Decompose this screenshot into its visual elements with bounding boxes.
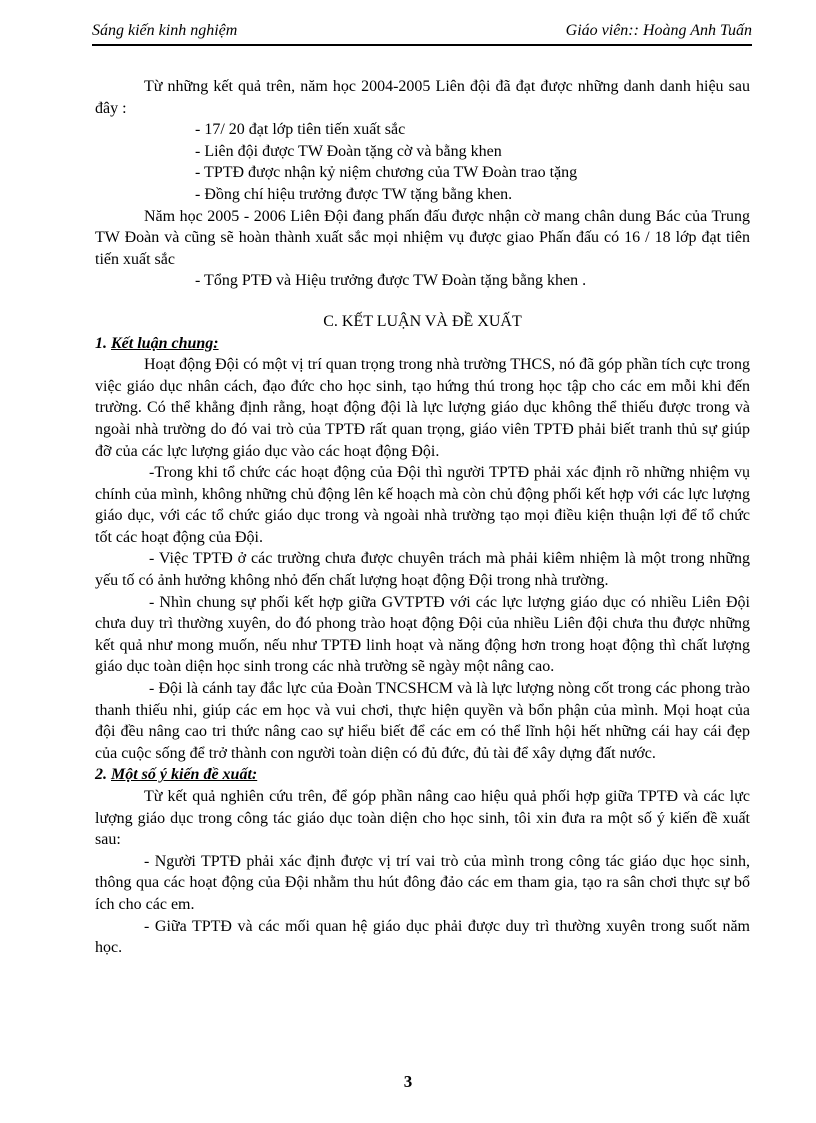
conclusion-paragraph: -Trong khi tổ chức các hoạt động của Đội thì người TPTĐ phải xác định rõ những nhiệm vụ chính của mình, không những chủ động lên kế hoạch mà còn chủ động phối kết hợp với các lực lượng giáo dục, với các tổ chức giáo dục trong và ngoài nhà trường tạo mọi điều kiện thuận lợi để tổ chức tốt các hoạt động của Đội. (95, 464, 750, 546)
page-header (92, 20, 752, 46)
heading-number: 1. (95, 334, 111, 352)
proposal-paragraph: - Người TPTĐ phải xác định được vị trí vai trò của mình trong công tác giáo dục học sinh, thông qua các hoạt động của Đội nhằm thu hút đông đảo các em tham gia, tạo ra sân chơi thực sự bổ ích cho các em. (95, 852, 750, 913)
conclusion-paragraph: - Việc TPTĐ ở các trường chưa được chuyên trách mà phải kiêm nhiệm là một trong những yếu tố có ảnh hưởng không nhỏ đến chất lượng hoạt động Đội trong nhà trường. (95, 550, 750, 590)
section-title: C. KẾT LUẬN VÀ ĐỀ XUẤT (323, 312, 522, 330)
goal-paragraph: Năm học 2005 - 2006 Liên Đội đang phấn đấu được nhận cờ mang chân dung Bác của Trung TW Đoàn và cũng sẽ hoàn thành xuất sắc mọi nhiệm vụ được giao Phấn đấu có 16 / 18 lớp đạt tiên tiến xuất sắc (95, 207, 750, 268)
conclusion-paragraph: - Đội là cánh tay đắc lực của Đoàn TNCSHCM và là lực lượng nòng cốt trong các phong trào thanh thiếu nhi, giúp các em học và vui chơi, thực hiện quyền và bổn phận của mình. Mọi hoạt của đội đều nâng cao tri thức nâng cao sự hiểu biết để các em có thể lĩnh hội hết những cái hay cái đẹp của cuộc sống để trở thành con người toàn diện có đủ đức, đủ tài để xây dựng đất nước. (95, 680, 750, 762)
heading-number: 2. (95, 766, 111, 784)
intro-paragraph: Từ những kết quả trên, năm học 2004-2005 Liên đội đã đạt được những danh danh hiệu sau đây : (95, 78, 750, 117)
achievement-item: - Đồng chí hiệu trưởng được TW tặng bằng khen. (195, 185, 513, 203)
page-number: 3 (403, 1072, 413, 1091)
heading-text: Kết luận chung: (111, 334, 219, 352)
header-author: Giáo viên:: Hoàng Anh Tuấn (565, 22, 752, 39)
conclusion-paragraph: - Nhìn chung sự phối kết hợp giữa GVTPTĐ với các lực lượng giáo dục có nhiều Liên Đội chưa duy trì thường xuyên, do đó phong trào hoạt động Đội của nhiều Liên đội chưa thu được những kết quả như mong muốn, nếu như TPTĐ linh hoạt và năng động hơn trong hoạt động thì chất lượng giáo dục toàn diện học sinh trong các nhà trường sẽ ngày một nâng cao. (95, 593, 750, 676)
page-body (95, 76, 750, 959)
heading-text: Một số ý kiến đề xuất: (111, 766, 258, 784)
conclusion-heading (95, 333, 750, 355)
conclusion-paragraph: Hoạt động Đội có một vị trí quan trọng trong nhà trường THCS, nó đã góp phần tích cực trong việc giáo dục nhân cách, đạo đức cho học sinh, tạo hứng thú trong học tập cho các em mỗi khi đến trường. Có thể khẳng định rằng, hoạt động đội là lực lượng giáo dục không thể thiếu được trong và ngoài nhà trường do đó vai trò của TPTĐ rất quan trọng, giáo viên TPTĐ phải biết tranh thủ sự giúp đỡ của các lực lượng giáo dục vào các hoạt động Đội. (95, 356, 750, 460)
achievement-item: - 17/ 20 đạt lớp tiên tiến xuất sắc (195, 121, 406, 139)
proposal-paragraph: Từ kết quả nghiên cứu trên, để góp phần nâng cao hiệu quả phối hợp giữa TPTĐ và các lực lượng giáo dục trong công tác giáo dục toàn diện cho học sinh, tôi xin đưa ra một số ý kiến đề xuất sau: (95, 788, 750, 849)
achievement-item: - Liên đội được TW Đoàn tặng cờ và bằng khen (195, 142, 502, 160)
goal-item: - Tổng PTĐ và Hiệu trưởng được TW Đoàn tặng bằng khen . (195, 272, 587, 290)
header-title: Sáng kiến kinh nghiệm (92, 22, 238, 39)
proposal-heading (95, 764, 750, 786)
proposal-paragraph: - Giữa TPTĐ và các mối quan hệ giáo dục phải được duy trì thường xuyên trong suốt năm học. (95, 917, 750, 957)
achievement-item: - TPTĐ được nhận kỷ niệm chương của TW Đoàn trao tặng (195, 164, 578, 182)
